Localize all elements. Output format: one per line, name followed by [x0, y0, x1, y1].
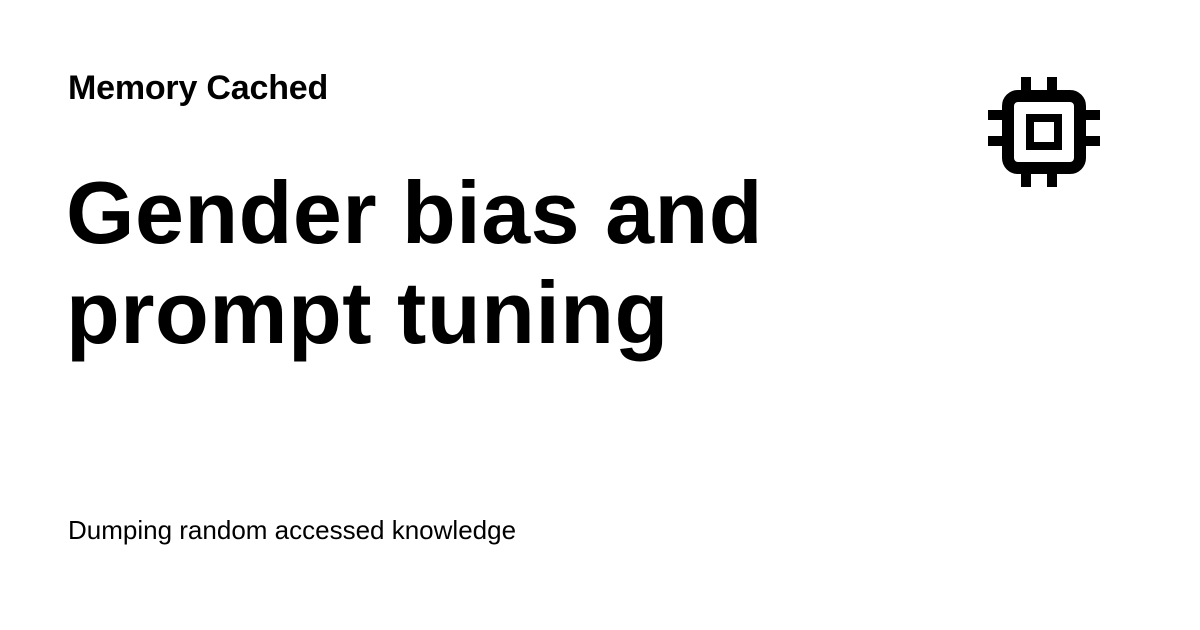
site-name: Memory Cached	[68, 69, 329, 107]
post-title: Gender bias and prompt tuning	[66, 163, 764, 362]
cpu-chip-icon	[988, 77, 1100, 187]
site-tagline: Dumping random accessed knowledge	[68, 515, 517, 545]
